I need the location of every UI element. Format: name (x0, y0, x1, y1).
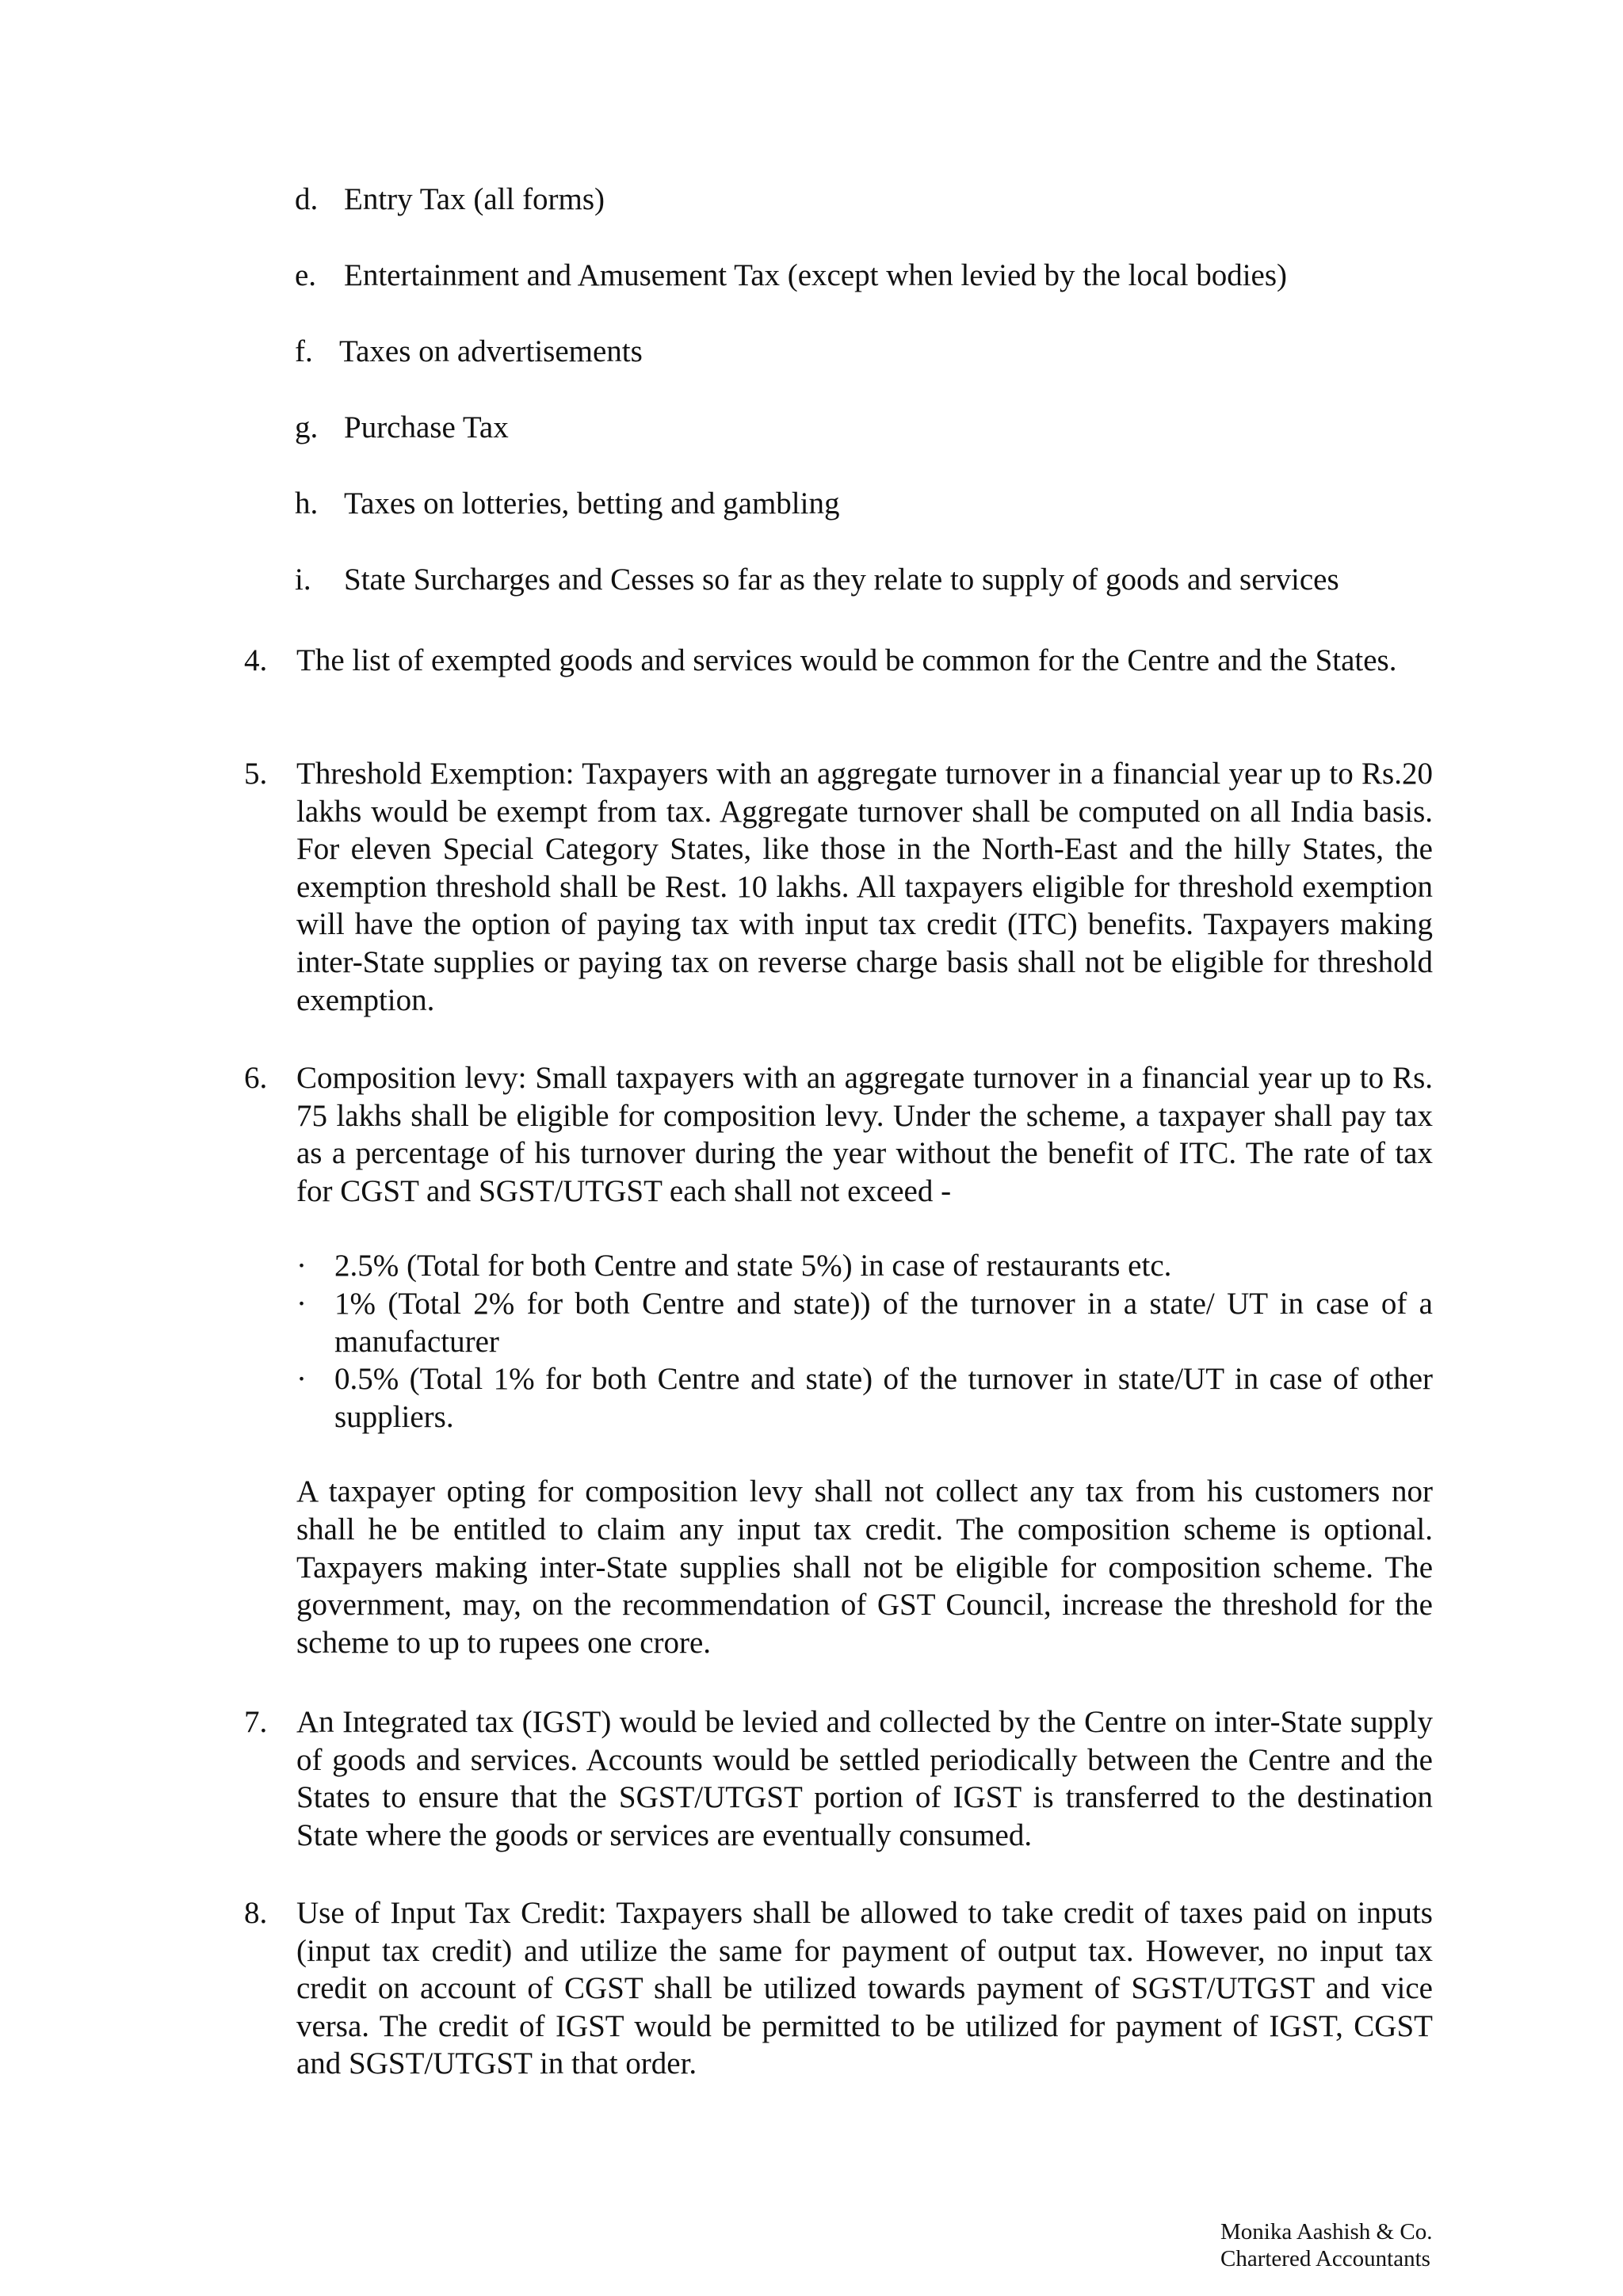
item-body (296, 755, 1433, 1019)
bullet-text: 2.5% (Total for both Centre and state 5%) in case of restaurants etc. (334, 1249, 1172, 1283)
sub-item-text: Entertainment and Amusement Tax (except when levied by the local bodies) (344, 258, 1288, 292)
footer-firm-name: Monika Aashish & Co. (1220, 2219, 1433, 2245)
item-marker: 8. (244, 1896, 268, 1930)
item-paragraph: The list of exempted goods and services would be common for the Centre and the States. (296, 643, 1397, 677)
item-marker: 6. (244, 1061, 268, 1095)
bullet-item (296, 1285, 1433, 1360)
item-marker: 4. (244, 643, 268, 677)
sub-item-h (295, 485, 1444, 522)
bullet-item (296, 1247, 1433, 1285)
sub-item-text: Taxes on lotteries, betting and gambling (344, 486, 840, 521)
sub-item-g (295, 409, 1444, 446)
sub-item-marker: i. (295, 563, 311, 597)
bullet-list (296, 1247, 1433, 1436)
item-body (296, 1059, 1433, 1661)
sub-item-marker: h. (295, 486, 319, 521)
bullet-dot: · (296, 1362, 307, 1397)
page-footer (1220, 2218, 1537, 2272)
bullet-text: 1% (Total 2% for both Centre and state)) of the turnover in a state/ UT in case of a manufacturer (334, 1286, 1433, 1359)
bullet-dot: · (296, 1249, 307, 1283)
item-body (296, 1703, 1433, 1854)
item-marker: 7. (244, 1705, 268, 1739)
sub-item-marker: f. (295, 334, 313, 368)
sub-item-marker: e. (295, 258, 317, 292)
bullet-item (296, 1360, 1433, 1436)
sub-item-marker: g. (295, 410, 319, 444)
sub-item-list (295, 181, 1444, 637)
sub-item-text: State Surcharges and Cesses so far as they relate to supply of goods and services (344, 563, 1339, 597)
bullet-dot: · (296, 1286, 307, 1321)
sub-item-f (295, 333, 1444, 370)
item-paragraph: Threshold Exemption: Taxpayers with an aggregate turnover in a financial year up to Rs.20 lakhs would be exempt from tax. Aggregate turnover shall be computed on all India basis. For eleven Special Category States, like those in the North-East and the hilly States, the exemption threshold shall be Rest. 10 lakhs. All taxpayers eligible for threshold exemption will have the option of paying tax with input tax credit (ITC) benefits. Taxpayers making inter-State supplies or paying tax on reverse charge basis shall not be eligible for threshold exemption. (296, 757, 1433, 1017)
sub-item-d (295, 181, 1444, 218)
item-paragraph: An Integrated tax (IGST) would be levied and collected by the Centre on inter-State supply of goods and services. Accounts would be settled periodically between the Centre and the States to ensure that the SGST/UTGST portion of IGST is transferred to the destination State where the goods or services are eventually consumed. (296, 1705, 1433, 1852)
sub-item-marker: d. (295, 182, 319, 216)
item-marker: 5. (244, 757, 268, 791)
item-paragraph: Composition levy: Small taxpayers with an aggregate turnover in a financial year up to Rs. 75 lakhs shall be eligible for composition levy. Under the scheme, a taxpayer shall pay tax as a percentage of his turnover during the year without the benefit of ITC. The rate of tax for CGST and SGST/UTGST each shall not exceed - (296, 1061, 1433, 1208)
item-paragraph: Use of Input Tax Credit: Taxpayers shall be allowed to take credit of taxes paid on inputs (input tax credit) and utilize the same for payment of output tax. However, no input tax credit on account of CGST shall be utilized towards payment of SGST/UTGST and vice versa. The credit of IGST would be permitted to be utilized for payment of IGST, CGST and SGST/UTGST in that order. (296, 1896, 1433, 2081)
item-body (296, 642, 1433, 680)
sub-item-i (295, 561, 1444, 598)
sub-item-text: Purchase Tax (344, 410, 509, 444)
sub-item-text: Entry Tax (all forms) (344, 182, 605, 216)
item-paragraph-2: A taxpayer opting for composition levy shall not collect any tax from his customers nor shall he be entitled to claim any input tax credit. The composition scheme is optional. Taxpayers making inter-State supplies shall not be eligible for composition scheme. The government, may, on the recommendation of GST Council, increase the threshold for the scheme to up to rupees one crore. (296, 1474, 1433, 1660)
sub-item-e (295, 257, 1444, 294)
bullet-text: 0.5% (Total 1% for both Centre and state) of the turnover in state/UT in case of other suppliers. (334, 1362, 1433, 1434)
sub-item-text: Taxes on advertisements (339, 334, 643, 368)
footer-firm-subtitle: Chartered Accountants (1220, 2246, 1430, 2271)
item-body (296, 1894, 1433, 2083)
